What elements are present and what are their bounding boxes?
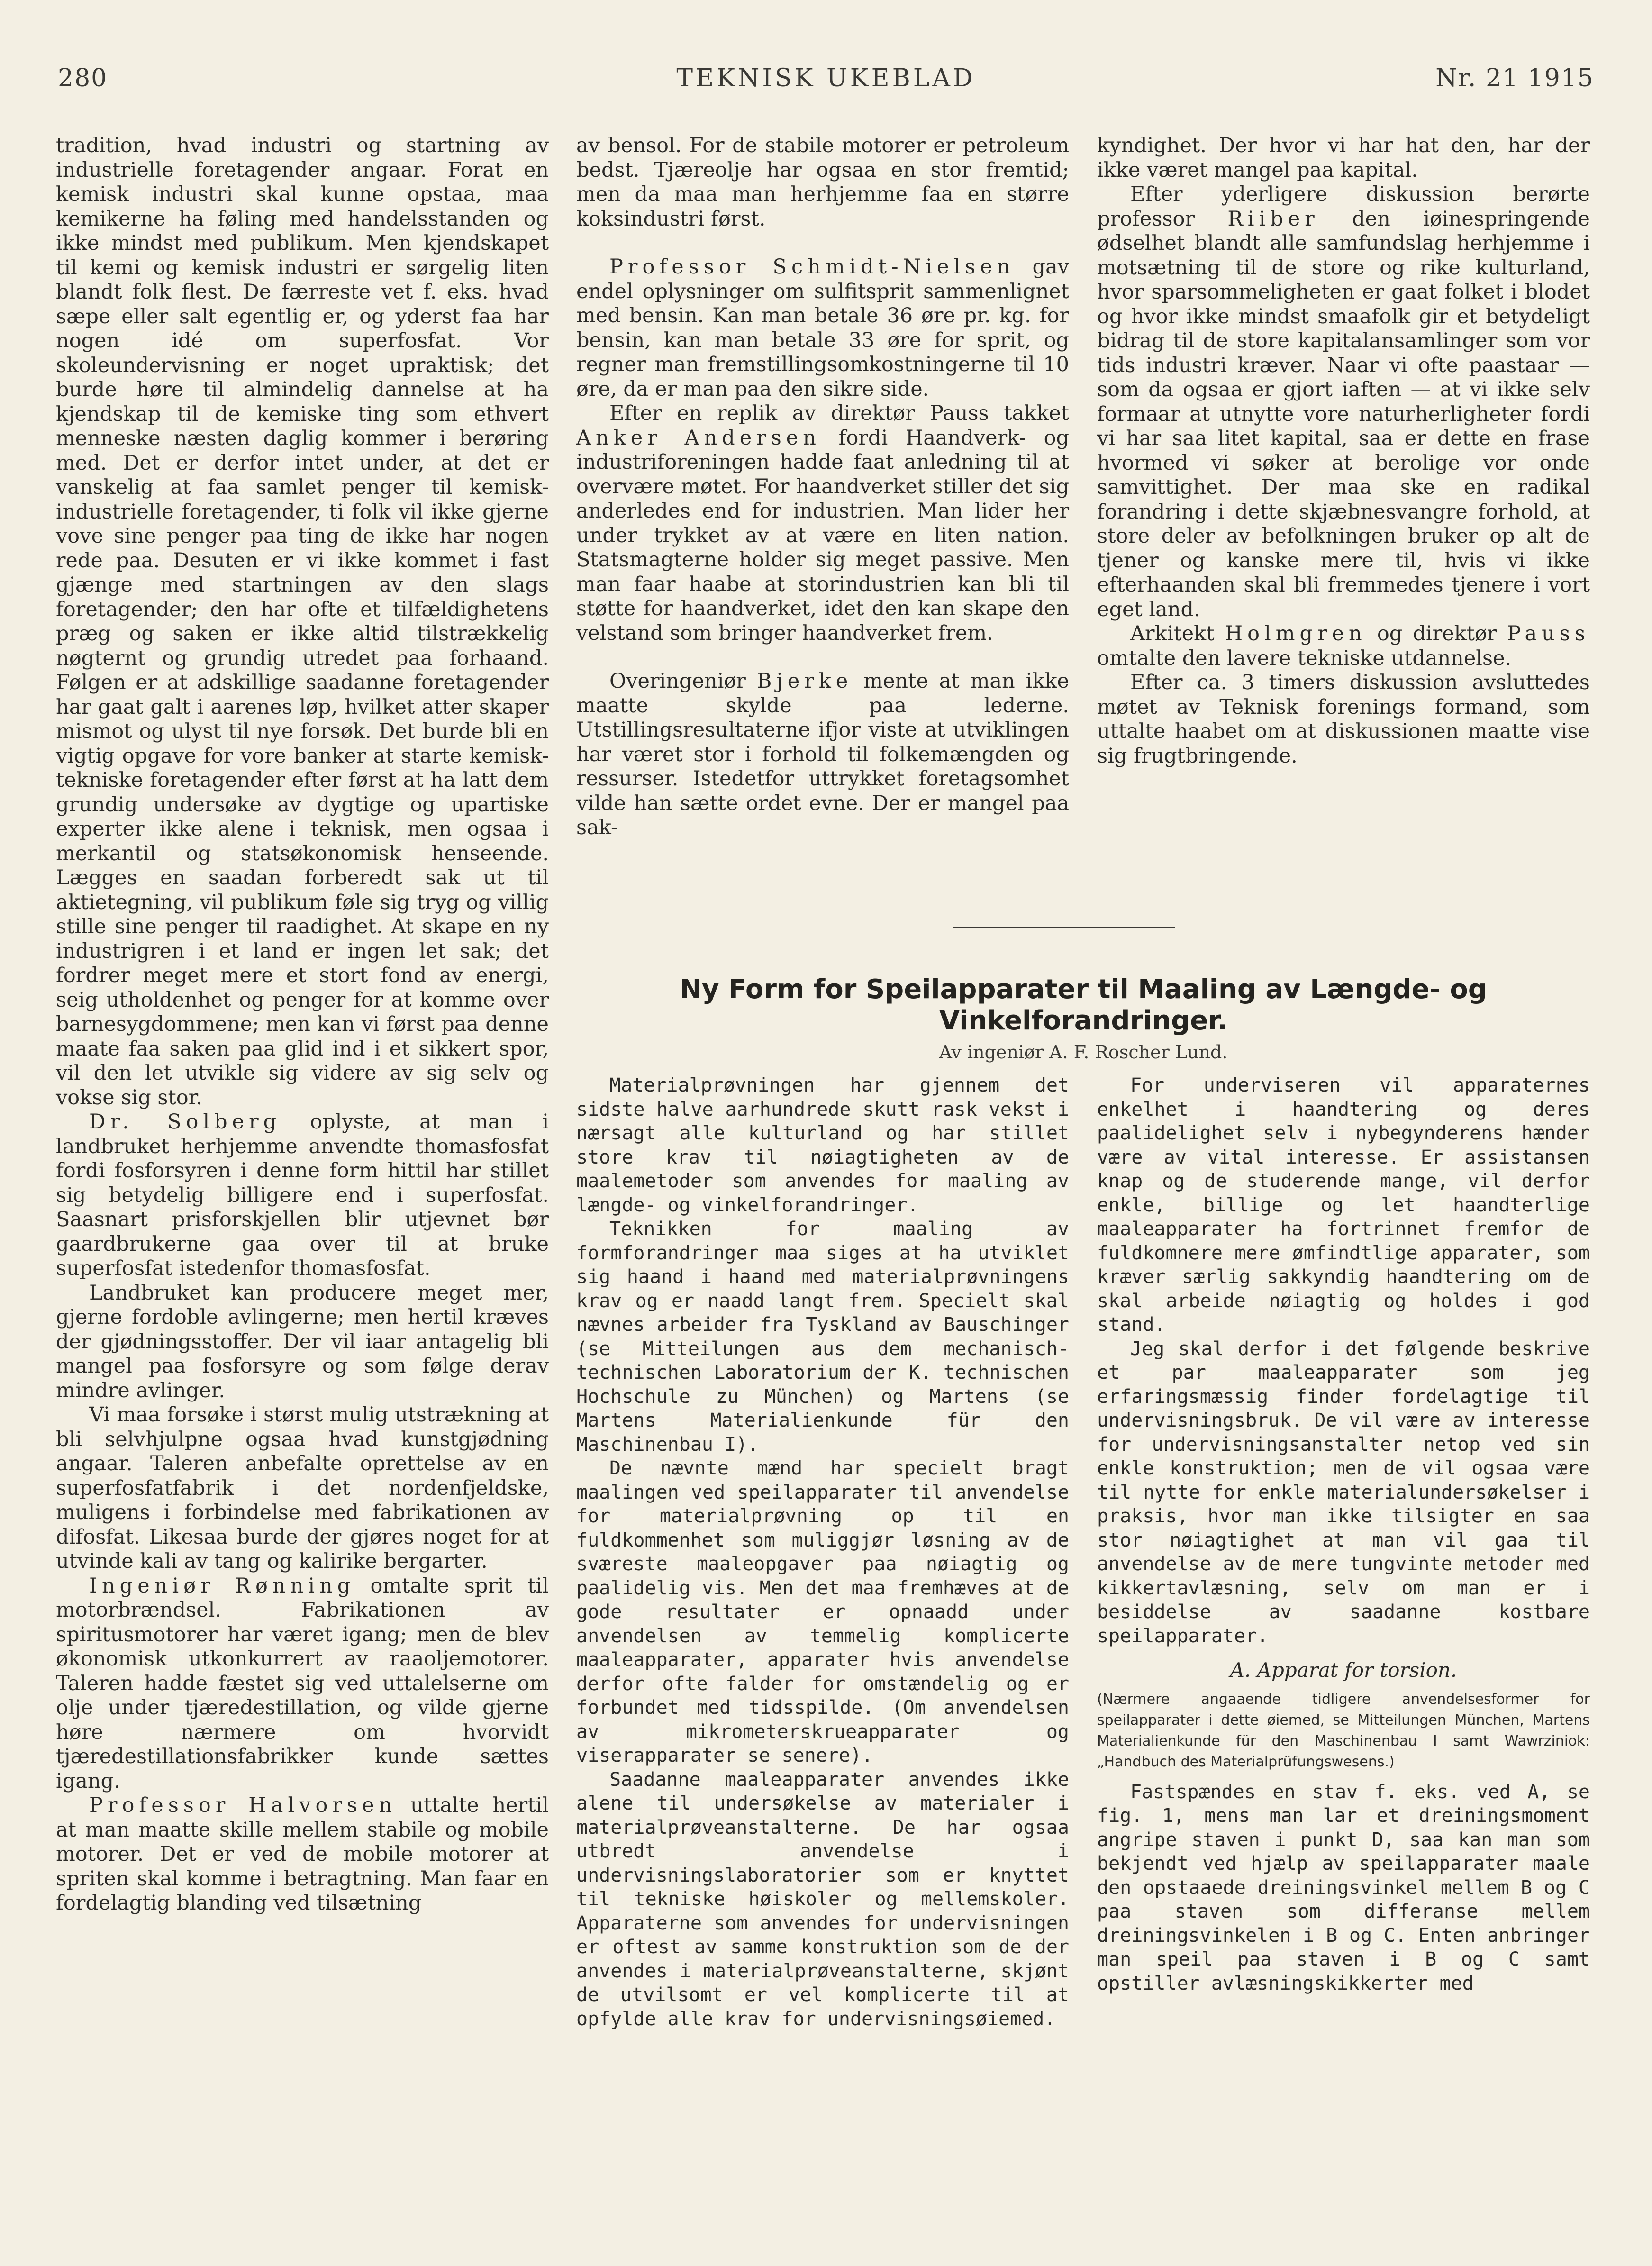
paragraph-text: tradition, hvad industri og startning av industrielle foretagender angaar. Forat en kemisk industri skal kunne opstaa, maa kemikerne ha føling med handelsstanden og ikke mindst med publikum. Men kjendskapet til kemi og kemisk industri er sørgelig liten blandt folk flest. De færreste vet f. eks. hvad sæpe eller salt egentlig er, og yderst faa har nogen idé om superfosfat. Vor skoleundervisning er noget upraktisk; det burde høre til almindelig dannelse at ha kjendskap til de kemiske ting som ethvert menneske næsten daglig kommer i berøring med. Det er derfor intet under, at det er vanskelig at faa samlet penger til kemisk-industrielle foretagender, ti folk vil ikke gjerne vove sine penger paa ting de ikke har nogen rede paa. Desuten er vi ikke kommet i fast gjænge med startningen av den slags foretagender; den har ofte et tilfældighetens præg og saken er ikke altid tilstrækkelig nøgternt og grundig utredet paa forhaand. Følgen er at adskillige saadanne foretagender har gaat galt i aarenes løp, hvilket atter skaper mismot og ulyst til nye forsøk. Det burde bli en vigtig opgave for vore banker at starte kemisk-tekniske foretagender efter først at ha latt dem grundig undersøke av dygtige og upartiske experter ikke alene i teknisk, men ogsaa i merkantil og statsøkonomisk henseende. Lægges en saadan forberedt sak ut til aktietegning, vil publikum føle sig tryg og villig stille sine penger til raadighet. At skape en ny industrigren i et land er ingen let sak; det fordrer meget mere et stort fond av energi, seig utholdenhet og penger for at komme over barnesygdommene; men kan vi først paa denne maate faa saken paa glid ind i et sikkert spor, vil den let utvikle sig videre av sig selv og vokse sig stor. bbox=[56, 134, 549, 1110]
paragraph-gap bbox=[576, 646, 1069, 669]
paragraph-text: Fastspændes en stav f. eks. ved A, se fig. 1, mens man lar et dreiningsmoment angripe staven i punkt D, saa kan man som bekjendt ved hjælp av speilapparater maale den opstaaede dreiningsvinkel mellem B og C paa staven som differanse mellem dreiningsvinkelen i B og C. Enten anbringer man speil paa staven i B og C samt opstiller avlæsningskikkerter med bbox=[1097, 1781, 1590, 1994]
paragraph-text: Saadanne maaleapparater anvendes ikke alene til undersøkelse av materialer i materialprøveanstalterne. De har ogsaa utbredt anvendelse i undervisningslaboratorier som er knyttet til tekniske høiskoler og mellemskoler. Apparaterne som anvendes for undervisningen er oftest av samme konstruktion som de der anvendes i materialprøveanstalterne, skjønt de utvilsomt er vel komplicerte til at opfylde alle krav for undervisningsøiemed. bbox=[576, 1768, 1069, 2030]
article-right-paras-2 bbox=[1097, 1780, 1590, 1996]
paragraph-text: For underviseren vil apparaternes enkelhet i haandtering og deres paalidelighet selv i nybegynderens hænder være av vital interesse. Er assistansen knap og de studerende mange, vil derfor enkle, billige og let haandterlige maaleapparater ha fortrinnet fremfor de fuldkomnere mere ømfindtlige apparater, som kræver særlig sakkyndig haandtering om de skal arbeide nøiagtig og holdes i god stand. bbox=[1097, 1074, 1590, 1336]
paragraph bbox=[576, 1456, 1069, 1768]
paragraph bbox=[1097, 1074, 1590, 1337]
paragraph-text: kyndighet. Der hvor vi har hat den, har der ikke været mangel paa kapital. bbox=[1097, 134, 1590, 182]
article-column-right bbox=[1097, 1074, 1590, 1995]
speaker-name: Ingeniør Rønning bbox=[89, 1574, 355, 1598]
paragraph-gap bbox=[576, 231, 1069, 255]
paragraph-text: De nævnte mænd har specielt bragt maalingen ved speilapparater til anvendelse for materialprøvning op til en fuldkommenhet som muliggjør løsning av de sværeste maaleopgaver paa nøiagtig og paalidelig vis. Men det maa fremhæves at de gode resultater er opnaadd under anvendelsen av temmelig komplicerte maaleapparater, apparater hvis anvendelse derfor ofte falder for omstændelig og er forbundet med tidsspilde. (Om anvendelsen av mikrometerskrueapparater og viserapparater se senere). bbox=[576, 1457, 1069, 1766]
paragraph bbox=[56, 1281, 549, 1403]
paragraph-text: Arkitekt bbox=[1130, 622, 1225, 646]
issue-number: Nr. 21 1915 bbox=[1435, 64, 1594, 92]
paragraph-text: Efter en replik av direktør Pauss takket bbox=[609, 401, 1069, 425]
page-number: 280 bbox=[58, 64, 108, 92]
paragraph-text: fordi Haandverk- og industriforeningen hadde faat anledning til at overvære møtet. For haandverket stiller det sig anderledes end for industrien. Man lider her under trykket av at være en liten nation. Statsmagterne holder sig meget passive. Men man faar haabe at storindustrien kan bli til støtte for haandverket, idet den kan skape den velstand som bringer haandverket frem. bbox=[576, 426, 1070, 645]
paragraph-text: mente at man ikke maatte skylde paa lederne. Utstillingsresultaterne ifjor viste at utviklingen har været stor i forhold til folkemængden og ressurser. Istedetfor uttrykket foretagsomhet vilde han sætte ordet evne. Der er mangel paa sak- bbox=[576, 669, 1069, 839]
speaker-name: Bjerke bbox=[756, 669, 853, 693]
paragraph bbox=[56, 1110, 549, 1281]
speaker-name: Dr. Solberg bbox=[89, 1110, 281, 1134]
speaker-name: Professor Schmidt-Nielsen bbox=[609, 255, 1015, 279]
paragraph-text: Efter yderligere diskussion berørte professor bbox=[1097, 182, 1590, 231]
article-byline: Av ingeniør A. F. Roscher Lund. bbox=[939, 1042, 1228, 1063]
paragraph-text: og direktør bbox=[1366, 622, 1507, 646]
paragraph-text: Teknikken for maaling av formforandringer maa siges at ha utviklet sig haand i haand med materialprøvningens krav og er naadd langt frem. Specielt skal nævnes arbeider fra Tyskland av Bauschinger (se Mitteilungen aus dem mechanisch-technischen Laboratorium der K. technischen Hochschule zu München) og Martens (se Martens Materialienkunde für den Maschinenbau I). bbox=[576, 1218, 1069, 1456]
paragraph bbox=[56, 1403, 549, 1574]
paragraph bbox=[576, 255, 1069, 401]
section-subhead: A. Apparat for torsion. bbox=[1230, 1658, 1457, 1682]
journal-title: TEKNISK UKEBLAD bbox=[676, 64, 976, 92]
paragraph-text: Materialprøvningen har gjennem det sidste halve aarhundrede skutt rask vekst i nærsagt alle kulturland og har stillet store krav til nøiagtigheten av de maalemetoder som anvendes for maaling av længde- og vinkelforandringer. bbox=[576, 1074, 1069, 1216]
article-right-paras-1 bbox=[1097, 1074, 1590, 1648]
paragraph bbox=[1097, 134, 1590, 182]
reference-note: (Nærmere angaaende tidligere anvendelsesformer for speilapparater i dette øiemed, se Mitteilungen München, Martens Materialienkunde für den Maschinenbau I samt Wawrziniok: „Handbuch des Materialprüfungswesens.) bbox=[1097, 1691, 1590, 1770]
article-title: Ny Form for Speilapparater til Maaling av Længde- og Vinkelforandringer. bbox=[680, 974, 1487, 1036]
section-divider bbox=[953, 927, 1175, 928]
column-left bbox=[56, 134, 549, 1916]
paragraph-text: oplyste, at man i landbruket herhjemme anvendte thomasfosfat fordi fosforsyren i denne form hittil har stillet sig betydelig billigere end i superfosfat. Saasnart prisforskjellen blir utjevnet bør gaardbrukerne gaa over til at bruke superfosfat istedenfor thomasfosfat. bbox=[56, 1110, 549, 1280]
paragraph bbox=[576, 401, 1069, 646]
paragraph-text: Vi maa forsøke i størst mulig utstrækning at bli selvhjulpne ogsaa hvad kunstgjødning angaar. Taleren anbefalte oprettelse av en superfosfatfabrik i det nordenfjeldske, muligens i forbindelse med fabrikationen av difosfat. Likesaa burde der gjøres noget for at utvinde kali av tang og kalirike bergarter. bbox=[56, 1403, 549, 1573]
paragraph bbox=[1097, 182, 1590, 622]
paragraph bbox=[1097, 1780, 1590, 1996]
paragraph bbox=[576, 1768, 1069, 2031]
paragraph bbox=[576, 134, 1069, 231]
speaker-name: Pauss bbox=[1507, 622, 1590, 646]
speaker-name: Holmgren bbox=[1225, 622, 1367, 646]
article-column-left bbox=[576, 1074, 1069, 2031]
paragraph bbox=[576, 669, 1069, 840]
paragraph-text: uttalte hertil at man maatte skille mellem stabile og mobile motorer. Det er ved de mobile motorer at spriten skal komme i betragtning. Man faar en fordelagtig blanding ved tilsætning bbox=[56, 1793, 549, 1915]
column-right bbox=[1097, 134, 1590, 768]
paragraph-text: Jeg skal derfor i det følgende beskrive et par maaleapparater som jeg erfaringsmæssig finder fordelagtige til undervisningsbruk. De vil være av interesse for undervisningsanstalter netop ved sin enkle konstruktion; men de vil ogsaa være til nytte for enkle materialundersøkelser i praksis, hvor man ikke tilsigter en saa stor nøiagtighet at man vil gaa til anvendelse av de mere tungvinte metoder med kikkertavlæsning, selv om man er i besiddelse av saadanne kostbare speilapparater. bbox=[1097, 1338, 1590, 1647]
paragraph-text: Landbruket kan producere meget mer, gjerne fordoble avlingerne; men hertil kræves der gjødningsstoffer. Der vil iaar antagelig bli mangel paa fosforsyre og som følge derav mindre avlinger. bbox=[56, 1281, 549, 1402]
paragraph bbox=[56, 1574, 549, 1794]
paragraph bbox=[576, 1217, 1069, 1456]
speaker-name: Riiber bbox=[1227, 207, 1319, 231]
paragraph-text: omtalte den lavere tekniske utdannelse. bbox=[1097, 646, 1512, 670]
paragraph bbox=[1097, 622, 1590, 671]
paragraph-text: Efter ca. 3 timers diskussion avsluttedes møtet av Teknisk forenings formand, som uttalte haabet om at diskussionen maatte vise sig frugtbringende. bbox=[1097, 671, 1590, 768]
speaker-name: Anker Andersen bbox=[576, 426, 821, 450]
paragraph bbox=[56, 1793, 549, 1916]
paragraph-text: omtalte sprit til motorbrændsel. Fabrikationen av spiritusmotorer har været igang; men de blev økonomisk utkonkurrert av raaoljemotorer. Taleren hadde fæstet sig ved uttalelserne om olje under tjæredestillation, og vilde gjerne høre nærmere om hvorvidt tjæredestillationsfabrikker kunde sættes igang. bbox=[56, 1574, 549, 1793]
paragraph-text: gav endel oplysninger om sulfitsprit sammenlignet med bensin. Kan man betale 36 øre pr. kg. for bensin, kan man betale 33 øre for sprit, og regner man fremstillingsomkostningerne til 10 øre, da er man paa den sikre side. bbox=[576, 255, 1069, 401]
paragraph bbox=[56, 134, 549, 1110]
paragraph bbox=[576, 1074, 1069, 1217]
paragraph bbox=[1097, 671, 1590, 768]
speaker-name: Professor Halvorsen bbox=[89, 1793, 397, 1817]
paragraph-text: av bensol. For de stabile motorer er petroleum bedst. Tjæreolje har ogsaa en stor fremtid; men da maa man herhjemme faa en større koksindustri først. bbox=[576, 134, 1069, 231]
paragraph-text: den iøinespringende ødselhet blandt alle samfundslag herhjemme i motsætning til de store og rike kulturland, hvor sparsommeligheten er gaat folket i blodet og hvor ikke mindst smaafolk gir et betydeligt bidrag til de store kapitalansamlinger som vor tids industri kræver. Naar vi ofte paastaar — som da ogsaa er gjort iaften — at vi ikke selv formaar at utnytte vore naturherligheter fordi vi har saa litet kapital, saa er dette en frase hvormed vi søker at berolige vor onde samvittighet. Der maa ske en radikal forandring i dette skjæbnesvangre forhold, at store deler av befolkningen bruker op alt de tjener og kanske mere til, hvis vi ikke efterhaanden skal bli fremmedes tjenere i vort eget land. bbox=[1097, 207, 1590, 621]
paragraph bbox=[1097, 1337, 1590, 1648]
paragraph-text: Overingeniør bbox=[609, 669, 757, 693]
column-middle bbox=[576, 134, 1069, 840]
